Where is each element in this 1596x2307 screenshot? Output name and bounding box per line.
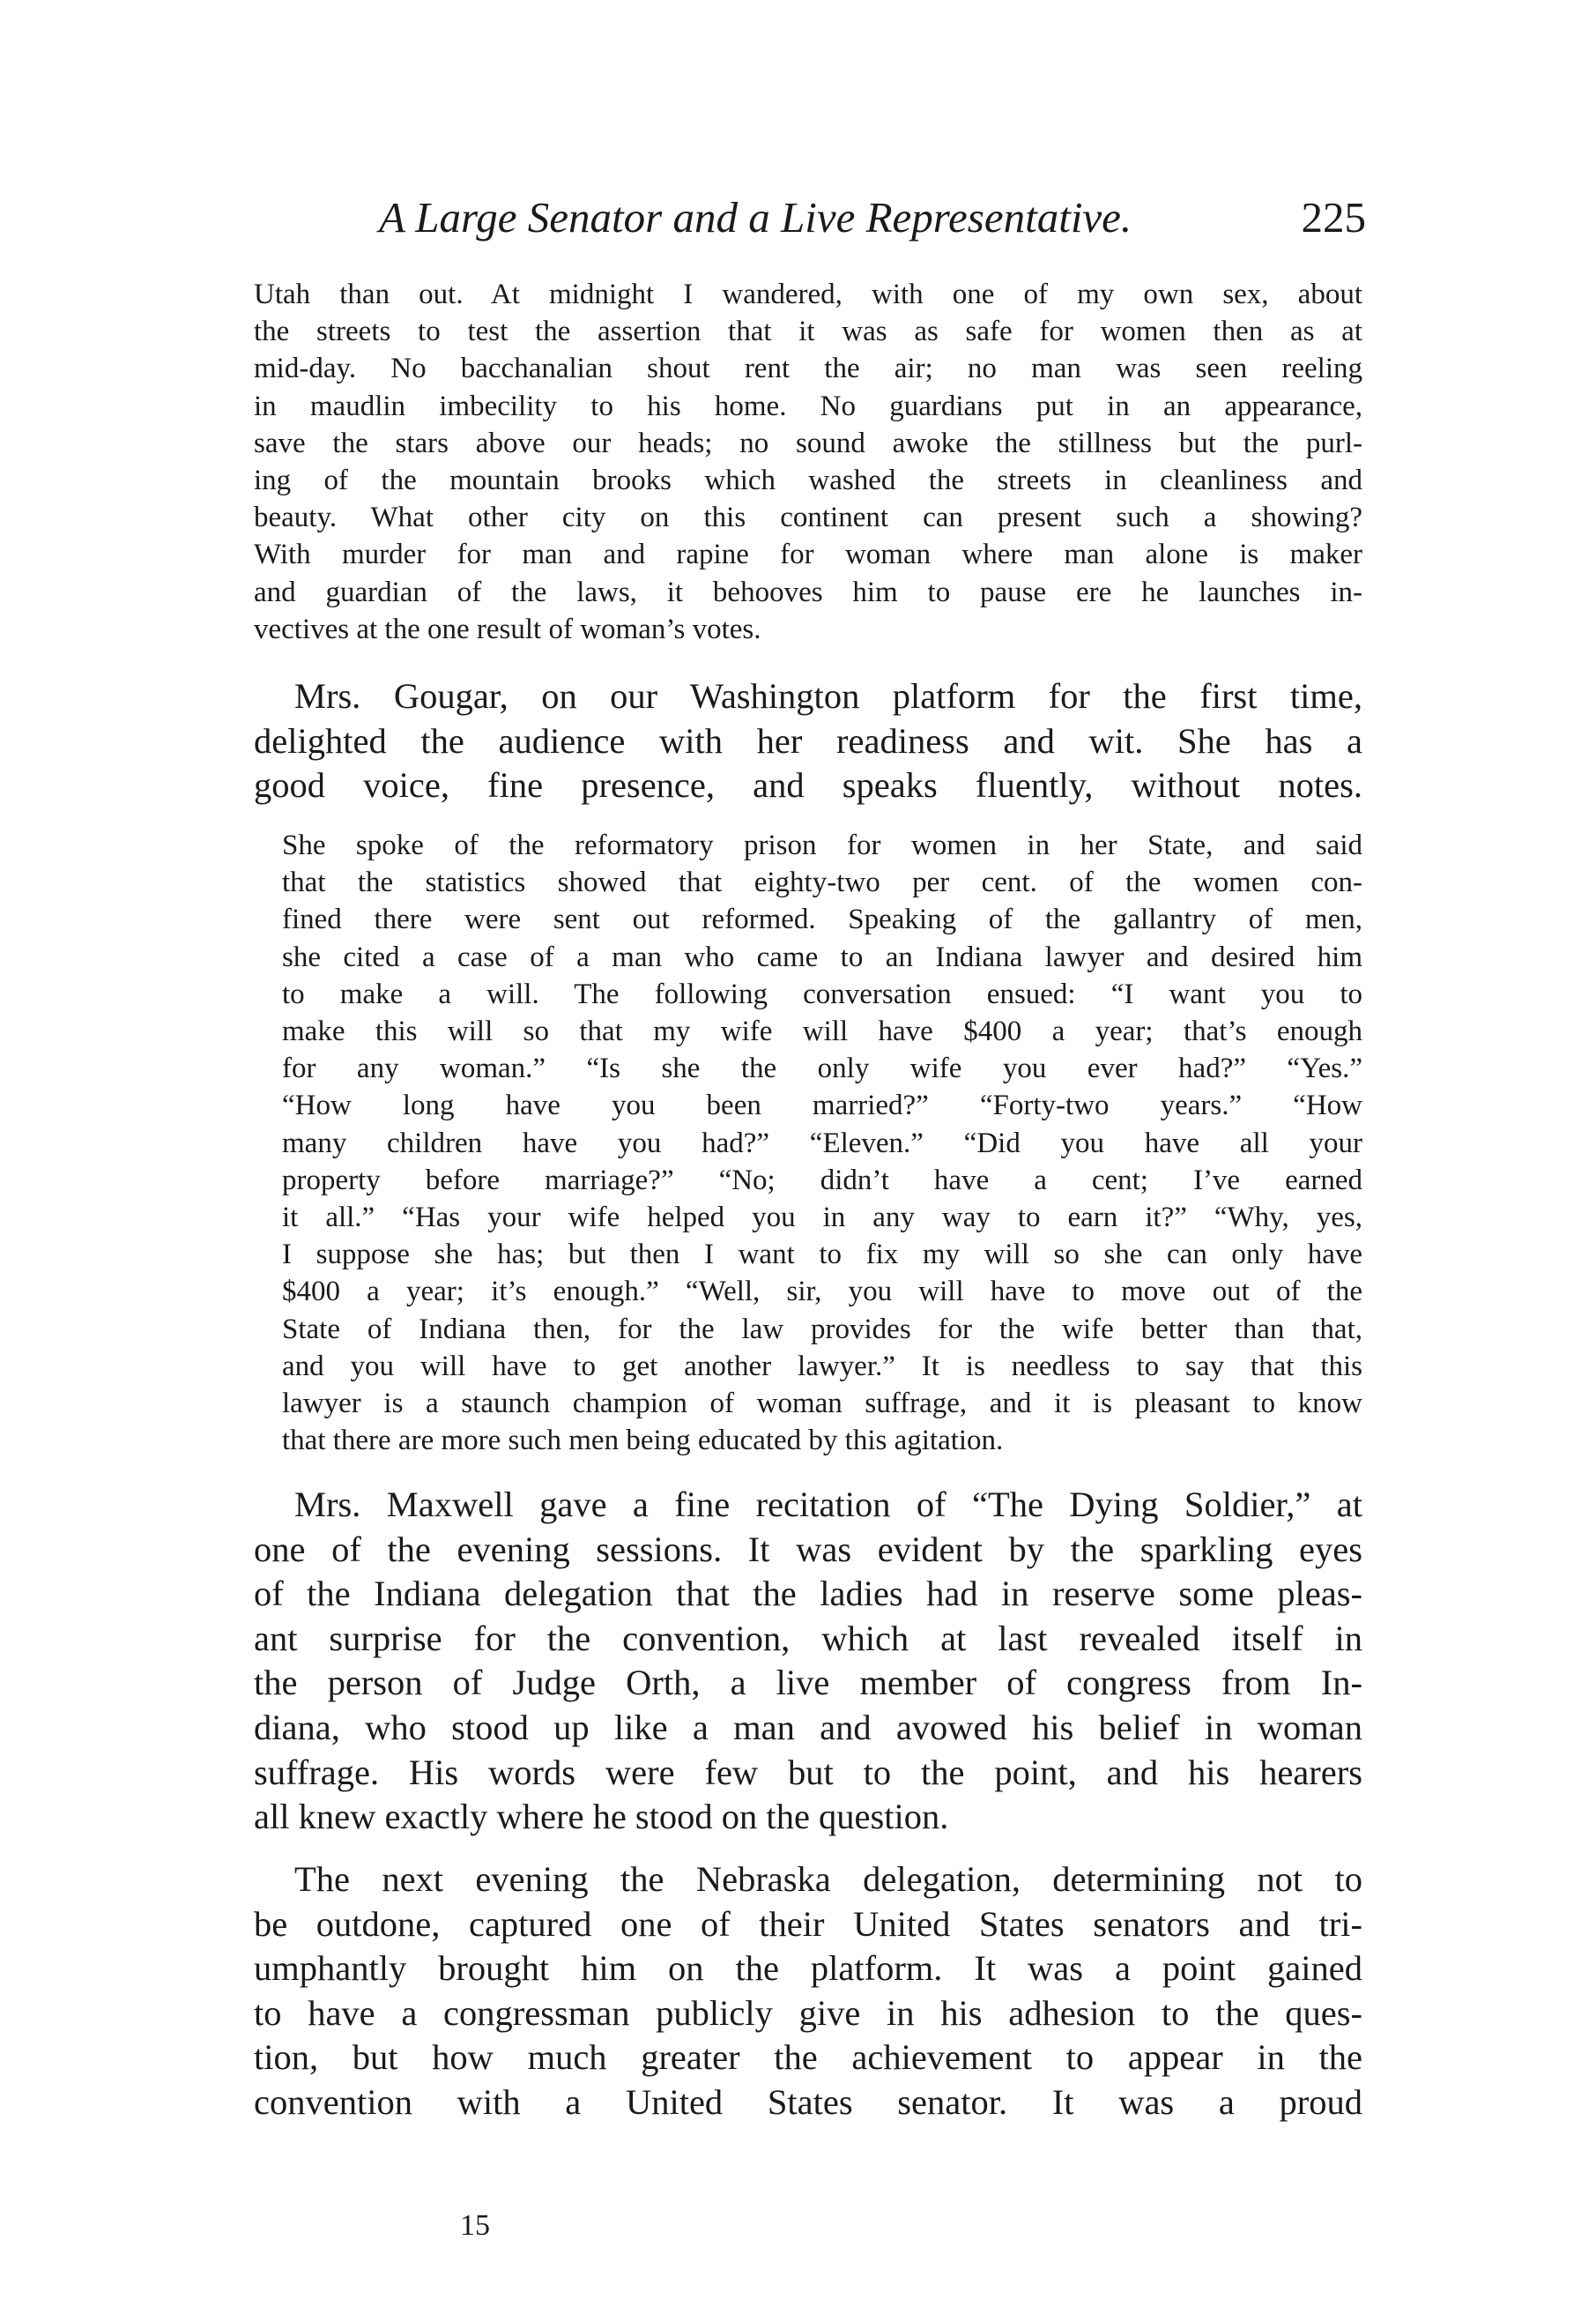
running-head-title: A Large Senator and a Live Representative. [379,193,1132,242]
text-line: ant surprise for the convention, which at last revealed itself in [254,1618,1362,1658]
text-line: delighted the audience with her readiness and wit. She has a [254,720,1362,761]
text-line: The next evening the Nebraska delegation, determining not to [294,1859,1362,1899]
text-line: be outdone, captured one of their United States senators and tri- [254,1903,1362,1944]
paragraph-utah-midnight [254,276,1362,648]
text-line: mid-day. No bacchanalian shout rent the air; no man was seen reeling [254,353,1362,385]
text-line: all knew exactly where he stood on the question. [254,1797,949,1837]
running-head [379,187,1366,249]
text-line: the person of Judge Orth, a live member of congress from In- [254,1663,1362,1703]
text-line: “How long have you been married?” “Forty-two years.” “How [282,1090,1362,1122]
paragraph-nebraska-delegation [254,1857,1362,2125]
text-line: State of Indiana then, for the law provides for the wife better than that, [282,1313,1362,1345]
text-line: I suppose she has; but then I want to fix my will so she can only have [282,1239,1362,1271]
text-line: lawyer is a staunch champion of woman suffrage, and it is pleasant to know [282,1388,1362,1420]
text-line: that there are more such men being educated by this agitation. [282,1425,1004,1457]
page-number: 225 [1301,193,1366,242]
paragraph-mrs-gougar [254,674,1362,808]
text-line: vectives at the one result of woman’s votes. [254,613,761,645]
text-line: many children have you had?” “Eleven.” “Did you have all your [282,1127,1362,1159]
text-line: Mrs. Gougar, on our Washington platform for the first time, [294,676,1362,716]
text-line: Utah than out. At midnight I wandered, with one of my own sex, about [254,279,1362,310]
text-line: make this will so that my wife will have $400 a year; that’s enough [282,1016,1362,1048]
text-line: tion, but how much greater the achievement to appear in the [254,2037,1362,2078]
text-line: and guardian of the laws, it behooves him to pause ere he launches in- [254,576,1362,608]
text-line: fined there were sent out reformed. Speaking of the gallantry of men, [282,904,1362,936]
text-line: and you will have to get another lawyer.” It is needless to say that this [282,1350,1362,1382]
paragraph-mrs-maxwell [254,1483,1362,1840]
text-line: to have a congressman publicly give in his adhesion to the ques- [254,1992,1362,2033]
text-line: suffrage. His words were few but to the point, and his hearers [254,1752,1362,1792]
signature-mark: 15 [460,2209,490,2242]
text-line: property before marriage?” “No; didn’t have a cent; I’ve earned [282,1164,1362,1196]
text-line: one of the evening sessions. It was evident by the sparkling eyes [254,1529,1362,1569]
text-line: She spoke of the reformatory prison for women in her State, and said [282,830,1362,861]
text-line: of the Indiana delegation that the ladies had in reserve some pleas- [254,1574,1362,1614]
text-line: it all.” “Has your wife helped you in any way to earn it?” “Why, yes, [282,1202,1362,1234]
text-line: she cited a case of a man who came to an Indiana lawyer and desired him [282,941,1362,973]
text-line: $400 a year; it’s enough.” “Well, sir, you will have to move out of the [282,1276,1362,1308]
text-line: beauty. What other city on this continent can present such a showing? [254,502,1362,534]
text-line: good voice, fine presence, and speaks fluently, without notes. [254,765,1362,806]
paragraph-reformatory-quote [282,827,1362,1459]
text-line: Mrs. Maxwell gave a fine recitation of “The Dying Soldier,” at [294,1485,1362,1524]
text-line: for any woman.” “Is she the only wife you ever had?” “Yes.” [282,1053,1362,1085]
text-line: With murder for man and rapine for woman where man alone is maker [254,539,1362,571]
text-line: the streets to test the assertion that it was as safe for women then as at [254,316,1362,348]
text-line: to make a will. The following conversation ensued: “I want you to [282,978,1362,1010]
text-line: that the statistics showed that eighty-two per cent. of the women con- [282,867,1362,899]
text-line: diana, who stood up like a man and avowed his belief in woman [254,1707,1362,1747]
text-line: umphantly brought him on the platform. It was a point gained [254,1948,1362,1989]
text-line: in maudlin imbecility to his home. No guardians put in an appearance, [254,390,1362,422]
text-line: save the stars above our heads; no sound awoke the stillness but the purl- [254,427,1362,459]
text-line: convention with a United States senator. It was a proud [254,2081,1362,2122]
text-line: ing of the mountain brooks which washed the streets in cleanliness and [254,465,1362,497]
